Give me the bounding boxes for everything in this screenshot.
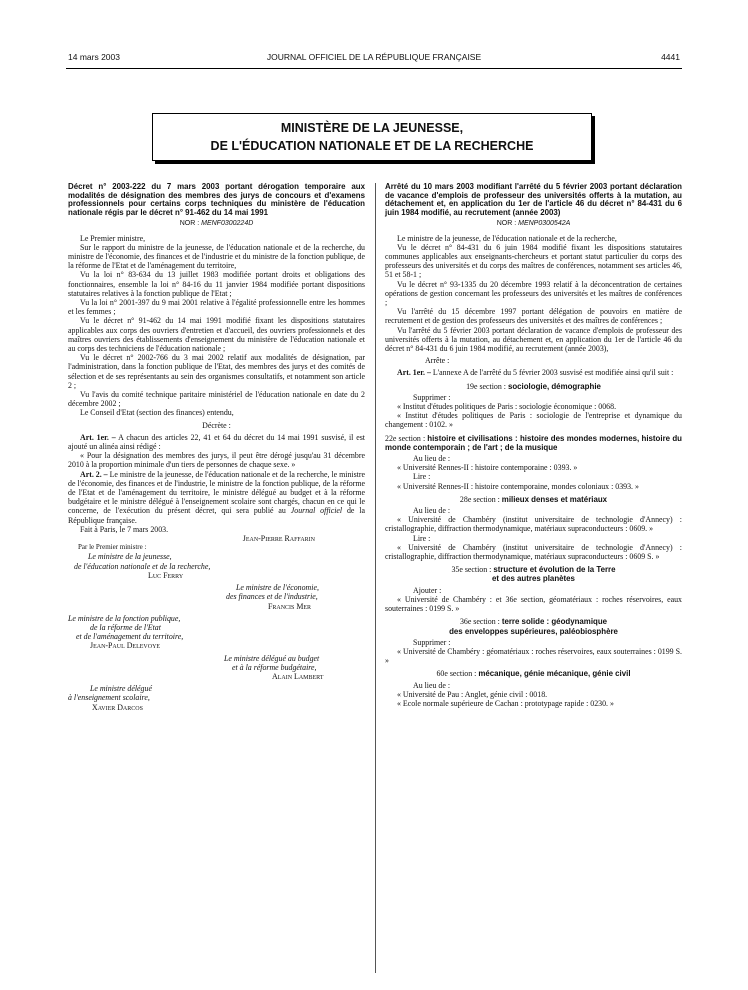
- section-title-2: et des autres planètes: [492, 574, 575, 584]
- section-28-line: « Université de Chambéry (institut universitaire de technologie d'Annecy) : cristallographie, diffraction thermodynamique, matériaux supraconducteurs : 0609 S. »: [385, 542, 682, 562]
- pm-prefix: Par le Premier ministre :: [78, 543, 147, 552]
- section-title: mécanique, génie mécanique, génie civil: [478, 669, 631, 679]
- nor-label: NOR :: [496, 220, 517, 228]
- pm-signature: Jean-Pierre Raffarin: [242, 534, 315, 544]
- section-title: milieux denses et matériaux: [501, 494, 608, 504]
- section-60-line: « Université de Pau : Anglet, génie civil : 0018.: [397, 689, 548, 699]
- section-22-line: « Université Rennes-II : histoire contemporaine : 0393. »: [397, 463, 578, 473]
- section-28-line: « Université de Chambéry (institut universitaire de technologie d'Annecy) : cristallographie, diffraction thermodynamique, matériaux supraconducteurs : 0609. »: [385, 515, 682, 534]
- decree-column: [68, 183, 365, 712]
- preamble-para: Le Premier ministre,: [80, 233, 146, 243]
- article-1: [385, 368, 682, 377]
- section-22-action: Au lieu de :: [413, 454, 451, 464]
- section-60-line: « Ecole normale supérieure de Cachan : prototypage rapide : 0230. »: [397, 698, 614, 708]
- section-number: 35e section :: [451, 565, 492, 575]
- article-2-label: Art. 2. –: [80, 469, 108, 479]
- section-22-heading: [385, 434, 682, 452]
- section-60-heading: [385, 669, 682, 678]
- section-title: histoire et civilisations : histoire des mondes modernes, histoire du monde contemporain ; de l'art ; de la musique: [385, 433, 682, 452]
- sig1-title-b: de l'éducation nationale et de la recherche,: [74, 561, 211, 571]
- section-19-line: « Institut d'études politiques de Paris : sociologie économique : 0068.: [397, 402, 617, 412]
- sig4-name: Alain Lambert: [272, 671, 324, 681]
- section-35-action: Ajouter :: [413, 585, 442, 595]
- article-2-text: Le ministre de la jeunesse, de l'éducation nationale et de la recherche, le ministre de l'économie, des finances et de l'industrie, le ministre de la fonction publique, de la réforme de l'Etat et de l'aménagement du territoire, le ministre délégué au budget et à la réforme budgétaire et le ministre délégué à l'enseignement scolaire sont chargés, chacun en ce qui le concerne, de l'exécution du présent décret, qui sera publié au: [68, 469, 365, 516]
- ministry-line-2: DE L'ÉDUCATION NATIONALE ET DE LA RECHERCHE: [210, 139, 534, 153]
- sig3-title-a: Le ministre de la fonction publique,: [68, 613, 181, 623]
- article-1-text: L'annexe A de l'arrêté du 5 février 2003 susvisé est modifiée ainsi qu'il suit :: [432, 368, 674, 378]
- preamble-para: Sur le rapport du ministre de la jeunesse, de l'éducation nationale et de la recherche, du ministre de l'économie, des finances et de l'industrie et du ministre de la fonction publique, de la réforme de l'Etat et de l'aménagement du territoire,: [68, 242, 365, 271]
- section-title: sociologie, démographie: [507, 381, 601, 391]
- arrete-title: Arrêté du 10 mars 2003 modifiant l'arrêté du 5 février 2003 portant déclaration de vacance d'emplois de professeur des universités offerts à la mutation, au détachement et, en application du 1er de l'article 46 du décret n° 84-431 du 6 juin 1984 modifié, au recrutement (année 2003): [385, 182, 682, 217]
- ministry-box: [152, 113, 592, 161]
- article-1-label: Art. 1er. –: [397, 368, 431, 378]
- section-28-action: Au lieu de :: [413, 506, 451, 516]
- journal-title: JOURNAL OFFICIEL DE LA RÉPUBLIQUE FRANÇAISE: [266, 52, 482, 62]
- section-19-line: « Institut d'études politiques de Paris : sociologie de l'entreprise et dynamique du changement : 0102. »: [385, 411, 682, 430]
- section-number: 60e section :: [436, 669, 477, 679]
- arrete-column: [385, 183, 682, 708]
- sig2-title-a: Le ministre de l'économie,: [236, 583, 319, 593]
- section-22-line: « Université Rennes-II : histoire contemporaine, mondes coloniaux : 0393. »: [397, 481, 639, 491]
- done-at: Fait à Paris, le 7 mars 2003.: [80, 524, 169, 534]
- nor-label: NOR :: [179, 220, 200, 228]
- section-35-line: « Université de Chambéry : et 36e section, géomatériaux : roches réservoires, eaux souterraines : 0199 S. »: [385, 594, 682, 614]
- article-2: [68, 470, 365, 525]
- section-title: structure et évolution de la Terre: [493, 565, 616, 575]
- section-22-action: Lire :: [413, 472, 431, 482]
- section-36-heading: [385, 617, 682, 635]
- section-number: 19e section :: [466, 381, 506, 391]
- preamble-para: Le Conseil d'Etat (section des finances) entendu,: [80, 408, 234, 418]
- section-28-heading: [385, 495, 682, 504]
- section-19-action: Supprimer :: [413, 392, 451, 402]
- preamble-para: Vu l'arrêté du 15 décembre 1997 portant délégation de pouvoirs en matière de recrutement et de gestion des professeurs des universités et des maîtres de conférences ;: [385, 307, 682, 326]
- section-36-action: Supprimer :: [413, 637, 451, 647]
- sig2-title-b: des finances et de l'industrie,: [226, 592, 318, 602]
- issue-date: 14 mars 2003: [68, 52, 120, 62]
- decree-nor: [68, 219, 365, 228]
- article-1: [68, 433, 365, 451]
- decree-title: Décret n° 2003-222 du 7 mars 2003 portant dérogation temporaire aux modalités de désignation des membres des jurys de concours et d'examens professionnels pour certains corps techniques du ministère de l'éducation nationale régis par le décret n° 91-462 du 14 mai 1991: [68, 182, 365, 217]
- section-36-line: « Université de Chambéry : géomatériaux : roches réservoires, eaux souterraines : 0199 S. »: [385, 646, 682, 666]
- sig3-name: Jean-Paul Delevoye: [90, 641, 161, 651]
- section-title: terre solide : géodynamique: [501, 617, 608, 627]
- arrete-nor: [385, 219, 682, 228]
- sig1-name: Luc Ferry: [148, 570, 184, 580]
- journal-officiel-text: Journal officiel: [290, 506, 343, 516]
- preamble-para: Vu le décret n° 84-431 du 6 juin 1984 modifié fixant les dispositions statutaires communes applicables aux enseignants-chercheurs et portant statut particulier du corps des professeurs des universités et du corps des maîtres de conférences, notamment ses articles 46, 51 et 58-1 ;: [385, 242, 682, 280]
- preamble-para: Le ministre de la jeunesse, de l'éducation nationale et de la recherche,: [397, 233, 617, 243]
- section-60-action: Au lieu de :: [413, 680, 451, 690]
- preamble-para: Vu la loi n° 83-634 du 13 juillet 1983 modifiée portant droits et obligations des fonctionnaires, ensemble la loi n° 84-16 du 11 janvier 1984 modifiée portant dispositions statutaires relatives à la fonction publique de l'Etat ;: [68, 270, 365, 298]
- section-35-heading: [385, 565, 682, 583]
- section-19-heading: [385, 382, 682, 391]
- sig1-title-a: Le ministre de la jeunesse,: [88, 552, 172, 562]
- preamble-para: Vu le décret n° 91-462 du 14 mai 1991 modifié fixant les dispositions statutaires applicables aux corps des ouvriers d'entretien et d'accueil, des ouvriers professionnels et des maîtres ouvriers des établissements d'enseignement du ministère de l'éducation nationale et au corps des techniciens de l'éducation nationale ;: [68, 316, 365, 354]
- page-header: [0, 52, 748, 66]
- nor-code: MENF0300224D: [201, 220, 254, 228]
- sig3-title-b: de la réforme de l'Etat: [90, 622, 161, 632]
- preamble-para: Vu la loi n° 2001-397 du 9 mai 2001 relative à l'égalité professionnelle entre les hommes et les femmes ;: [68, 298, 365, 317]
- sig5-title-a: Le ministre délégué: [90, 684, 152, 694]
- preamble-para: Vu le décret n° 93-1335 du 20 décembre 1993 relatif à la déconcentration de certaines opérations de gestion concernant les professeurs des universités et les maîtres de conférences ;: [385, 279, 682, 307]
- section-title-2: des enveloppes supérieures, paléobiosphère: [449, 626, 618, 636]
- preamble-para: Vu le décret n° 2002-766 du 3 mai 2002 relatif aux modalités de désignation, par l'administration, dans la fonction publique de l'Etat, des membres des jurys et des comités de sélection et de ses représentants au sein des organismes consultatifs, et notamment son article 2 ;: [68, 353, 365, 390]
- sig3-title-c: et de l'aménagement du territoire,: [76, 632, 184, 642]
- section-number: 28e section :: [459, 494, 500, 504]
- nor-code: MENP0300542A: [518, 220, 571, 228]
- sig4-title-a: Le ministre délégué au budget: [224, 653, 320, 663]
- sig2-name: Francis Mer: [268, 601, 312, 611]
- section-number: 36e section :: [459, 617, 500, 627]
- ministry-line-1: MINISTÈRE DE LA JEUNESSE,: [280, 121, 464, 135]
- section-28-action: Lire :: [413, 533, 431, 543]
- article-1-label: Art. 1er. –: [80, 432, 116, 442]
- sig4-title-b: et à la réforme budgétaire,: [232, 662, 317, 672]
- sig5-title-b: à l'enseignement scolaire,: [68, 693, 150, 703]
- header-rule: [66, 68, 682, 69]
- decrete-heading: Décrète :: [202, 420, 231, 430]
- section-number: 22e section :: [385, 433, 426, 443]
- arrete-heading: Arrête :: [425, 356, 450, 366]
- article-1-text: A chacun des articles 22, 41 et 64 du décret du 14 mai 1991 susvisé, il est ajouté un alinéa ainsi rédigé :: [68, 432, 365, 452]
- preamble-para: Vu l'arrêté du 5 février 2003 portant déclaration de vacance d'emplois de professeur des universités offerts à la mutation, au détachement et, en application du 1er de l'article 46 du décret n° 84-431 du 6 juin 1984 modifié, au recrutement (année 2003),: [385, 325, 682, 354]
- article-2-end: de la République française.: [68, 506, 365, 525]
- page-number: 4441: [661, 52, 680, 62]
- article-1-quote: « Pour la désignation des membres des jurys, il peut être dérogé jusqu'au 31 décembre 2010 à la proportion minimale d'un tiers de personnes de chaque sexe. »: [68, 451, 365, 470]
- column-divider: [375, 183, 376, 973]
- sig5-name: Xavier Darcos: [92, 702, 143, 712]
- preamble-para: Vu l'avis du comité technique paritaire ministériel de l'éducation nationale en date du 2 décembre 2002 ;: [68, 390, 365, 409]
